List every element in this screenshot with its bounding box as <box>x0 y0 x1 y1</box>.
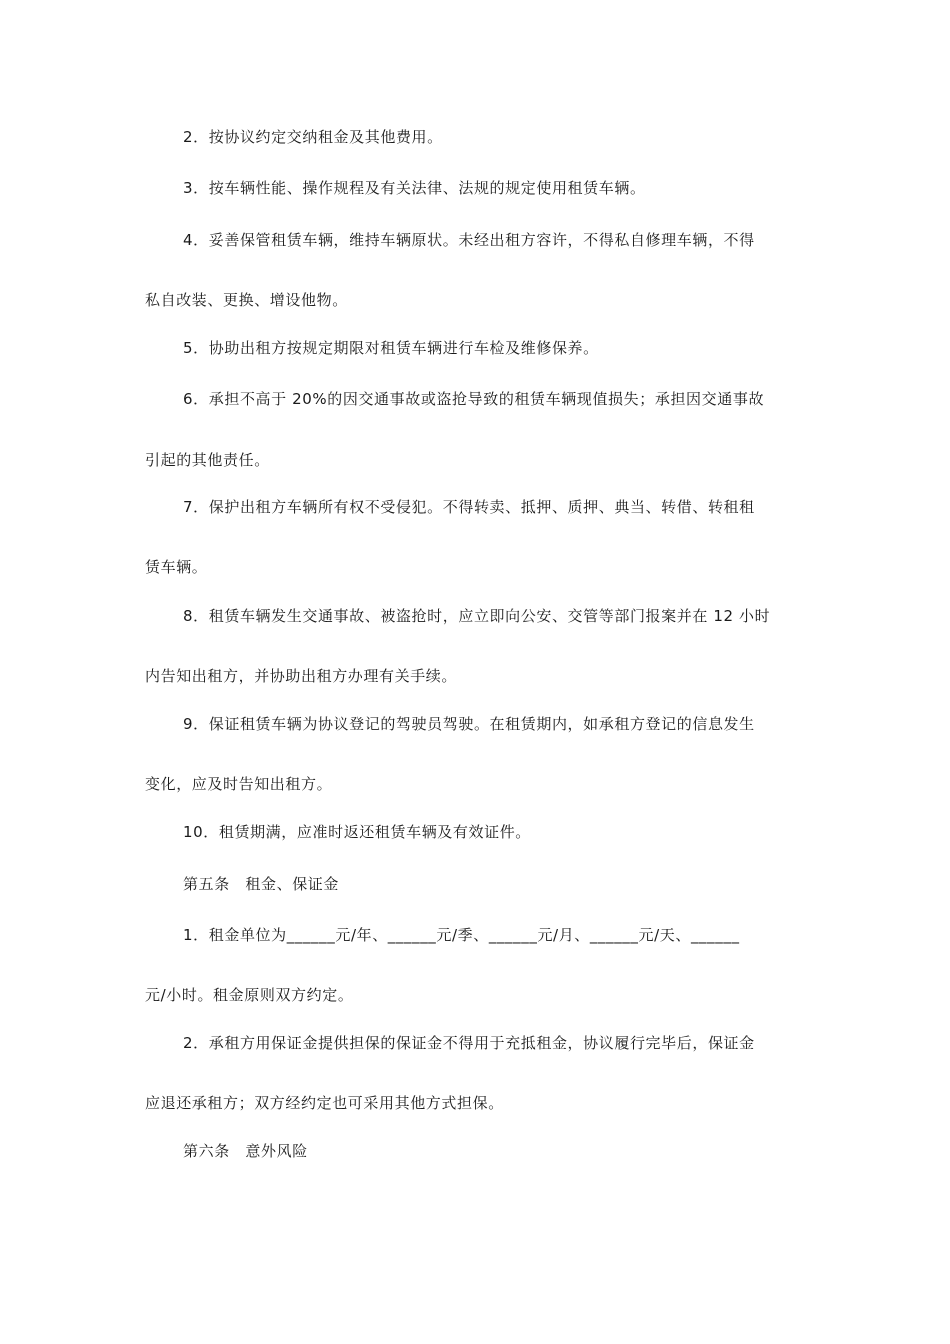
clause-item-4-cont: 私自改装、更换、增设他物。 <box>145 291 348 309</box>
clause-item-9: 9．保证租赁车辆为协议登记的驾驶员驾驶。在租赁期内，如承租方登记的信息发生 <box>183 715 755 733</box>
article-6-heading: 第六条 意外风险 <box>183 1142 308 1160</box>
deposit-item-2-cont: 应退还承租方；双方经约定也可采用其他方式担保。 <box>145 1094 504 1112</box>
clause-item-10: 10．租赁期满，应准时返还租赁车辆及有效证件。 <box>183 823 531 841</box>
clause-item-8-cont: 内告知出租方，并协助出租方办理有关手续。 <box>145 667 458 685</box>
clause-item-6: 6．承担不高于 20%的因交通事故或盗抢导致的租赁车辆现值损失；承担因交通事故 <box>183 390 765 408</box>
rent-item-1-cont: 元/小时。租金原则双方约定。 <box>145 986 354 1004</box>
clause-item-5: 5．协助出租方按规定期限对租赁车辆进行车检及维修保养。 <box>183 339 599 357</box>
clause-item-6-cont: 引起的其他责任。 <box>145 451 270 469</box>
clause-item-4: 4．妥善保管租赁车辆，维持车辆原状。未经出租方容许，不得私自修理车辆，不得 <box>183 231 755 249</box>
rent-item-1: 1．租金单位为______元/年、______元/季、______元/月、______元/天、______ <box>183 926 740 944</box>
clause-item-2: 2．按协议约定交纳租金及其他费用。 <box>183 128 443 146</box>
article-5-heading: 第五条 租金、保证金 <box>183 875 340 893</box>
clause-item-8: 8．租赁车辆发生交通事故、被盗抢时，应立即向公安、交管等部门报案并在 12 小时 <box>183 607 771 625</box>
clause-item-7-cont: 赁车辆。 <box>145 558 208 576</box>
clause-item-9-cont: 变化，应及时告知出租方。 <box>145 775 333 793</box>
clause-item-7: 7．保护出租方车辆所有权不受侵犯。不得转卖、抵押、质押、典当、转借、转租租 <box>183 498 755 516</box>
deposit-item-2: 2．承租方用保证金提供担保的保证金不得用于充抵租金，协议履行完毕后，保证金 <box>183 1034 755 1052</box>
clause-item-3: 3．按车辆性能、操作规程及有关法律、法规的规定使用租赁车辆。 <box>183 179 646 197</box>
